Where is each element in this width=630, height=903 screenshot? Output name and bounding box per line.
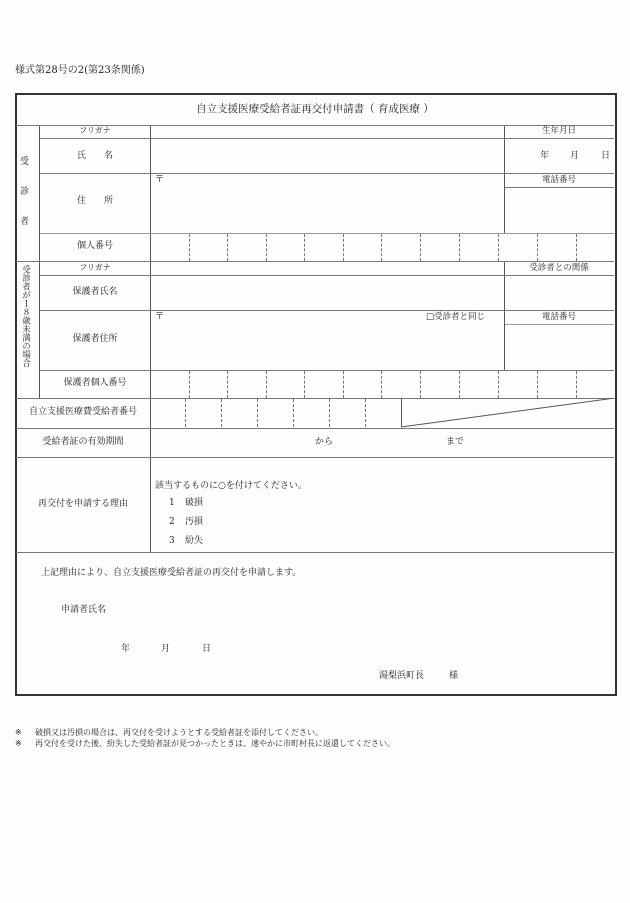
digit-separator	[459, 234, 460, 261]
digit-separator	[576, 371, 577, 398]
same-as-patient-checkbox[interactable]: □受診者と同じ	[426, 312, 486, 322]
recipient-number-label: 自立支援医療費受給者番号	[28, 407, 138, 417]
note-1-mark: ※	[15, 728, 22, 737]
digit-separator	[576, 234, 577, 261]
guardian-name-field[interactable]	[151, 276, 503, 310]
birthdate-month-unit: 月	[570, 151, 580, 161]
digit-separator	[343, 371, 344, 398]
digit-separator	[329, 399, 330, 427]
digit-separator	[381, 234, 382, 261]
digit-separator	[343, 234, 344, 261]
digit-separator	[381, 371, 382, 398]
validity-period-field[interactable]	[151, 429, 614, 457]
option-number: 1	[169, 498, 175, 508]
reason-divider	[16, 552, 614, 553]
option-text: 紛失	[185, 536, 204, 546]
digit-separator	[293, 399, 294, 427]
application-date-field[interactable]	[85, 640, 215, 658]
reason-instruction: 該当するものに○を付けてください。	[155, 481, 307, 491]
birthdate-label: 生年月日	[541, 126, 577, 136]
patient-personal-number-label: 個人番号	[76, 241, 114, 251]
digit-separator	[420, 371, 421, 398]
birthdate-year-unit: 年	[540, 151, 550, 161]
patient-furigana-label: フリガナ	[79, 126, 111, 135]
patient-name-field[interactable]	[151, 139, 503, 173]
option-number: 2	[169, 517, 175, 527]
patient-name-label: 氏 名	[76, 151, 114, 161]
digit-separator	[185, 399, 186, 427]
note-1-text: 破損又は汚損の場合は、再交付を受けようとする受給者証を添付してください。	[35, 728, 323, 737]
digit-separator	[189, 371, 190, 398]
patient-address-label: 住 所	[76, 196, 114, 206]
patient-phone-label: 電話番号	[541, 175, 577, 185]
digit-separator	[304, 234, 305, 261]
reason-option-soiled[interactable]	[165, 515, 245, 529]
note-2-mark: ※	[15, 739, 22, 748]
option-number: 3	[169, 536, 175, 546]
digit-separator	[537, 234, 538, 261]
digit-separator	[459, 371, 460, 398]
addressee: 湯梨浜町長	[379, 671, 425, 681]
guardian-furigana-field[interactable]	[151, 262, 503, 275]
reason-column-divider	[150, 458, 151, 552]
digit-separator	[257, 399, 258, 427]
validity-label: 受給者証の有効期間	[42, 437, 124, 447]
patient-postal-mark: 〒	[155, 175, 165, 185]
digit-separator	[304, 371, 305, 398]
digit-separator	[498, 234, 499, 261]
note-2-text: 再交付を受けた後、紛失した受給者証が見つかったときは、速やかに市町村長に返還してください。	[35, 739, 395, 748]
option-text: 汚損	[185, 517, 204, 527]
digit-separator	[221, 399, 222, 427]
reason-option-lost[interactable]	[165, 534, 245, 548]
validity-divider	[16, 457, 614, 458]
form-number: 様式第28号の2(第23条関係)	[15, 65, 145, 76]
recipient-number-field[interactable]	[151, 399, 400, 427]
patient-side-label-2: 診	[20, 187, 30, 197]
date-day-unit: 日	[202, 644, 212, 654]
reason-option-damaged[interactable]	[165, 496, 245, 510]
guardian-address-label: 保護者住所	[72, 334, 118, 344]
digit-separator	[189, 234, 190, 261]
declaration-statement: 上記理由により、自立支援医療受給者証の再交付を申請します。	[41, 568, 302, 578]
reason-label: 再交付を申請する理由	[37, 499, 129, 509]
date-month-unit: 月	[161, 644, 171, 654]
honorific: 様	[449, 671, 459, 681]
digit-separator	[266, 234, 267, 261]
patient-furigana-field[interactable]	[151, 126, 503, 138]
digit-separator	[227, 371, 228, 398]
guardian-phone-field[interactable]	[505, 325, 614, 370]
guardian-personal-number-label: 保護者個人番号	[63, 378, 127, 388]
relationship-label: 受診者との関係	[529, 263, 589, 273]
birthdate-field[interactable]	[505, 139, 614, 173]
relationship-field[interactable]	[505, 276, 614, 310]
validity-from: から	[315, 437, 334, 447]
guardian-personal-number-field[interactable]	[151, 371, 614, 398]
digit-separator	[420, 234, 421, 261]
patient-address-field[interactable]	[151, 174, 503, 233]
patient-side-label-3: 者	[20, 217, 30, 227]
patient-side-label-1: 受	[20, 157, 30, 167]
birthdate-day-unit: 日	[601, 151, 611, 161]
form-title: 自立支援医療受給者証再交付申請書（ 育成医療 ）	[196, 103, 434, 115]
patient-personal-number-field[interactable]	[151, 234, 614, 261]
digit-separator	[365, 399, 366, 427]
patient-phone-field[interactable]	[505, 188, 614, 233]
guardian-side-label: 受診者が１８歳未満の場合	[20, 265, 31, 367]
side-label-divider	[39, 126, 40, 398]
diagonal-strike	[401, 398, 615, 428]
validity-to: まで	[446, 437, 465, 447]
applicant-name-label: 申請者氏名	[61, 605, 107, 615]
guardian-postal-mark: 〒	[155, 312, 165, 322]
digit-separator	[266, 371, 267, 398]
digit-separator	[498, 371, 499, 398]
digit-separator	[537, 371, 538, 398]
guardian-phone-label: 電話番号	[541, 312, 577, 322]
option-text: 破損	[185, 498, 204, 508]
applicant-name-field[interactable]	[120, 600, 420, 618]
digit-separator	[227, 234, 228, 261]
guardian-name-label: 保護者氏名	[72, 287, 118, 297]
guardian-furigana-label: フリガナ	[79, 263, 111, 272]
date-year-unit: 年	[121, 644, 131, 654]
